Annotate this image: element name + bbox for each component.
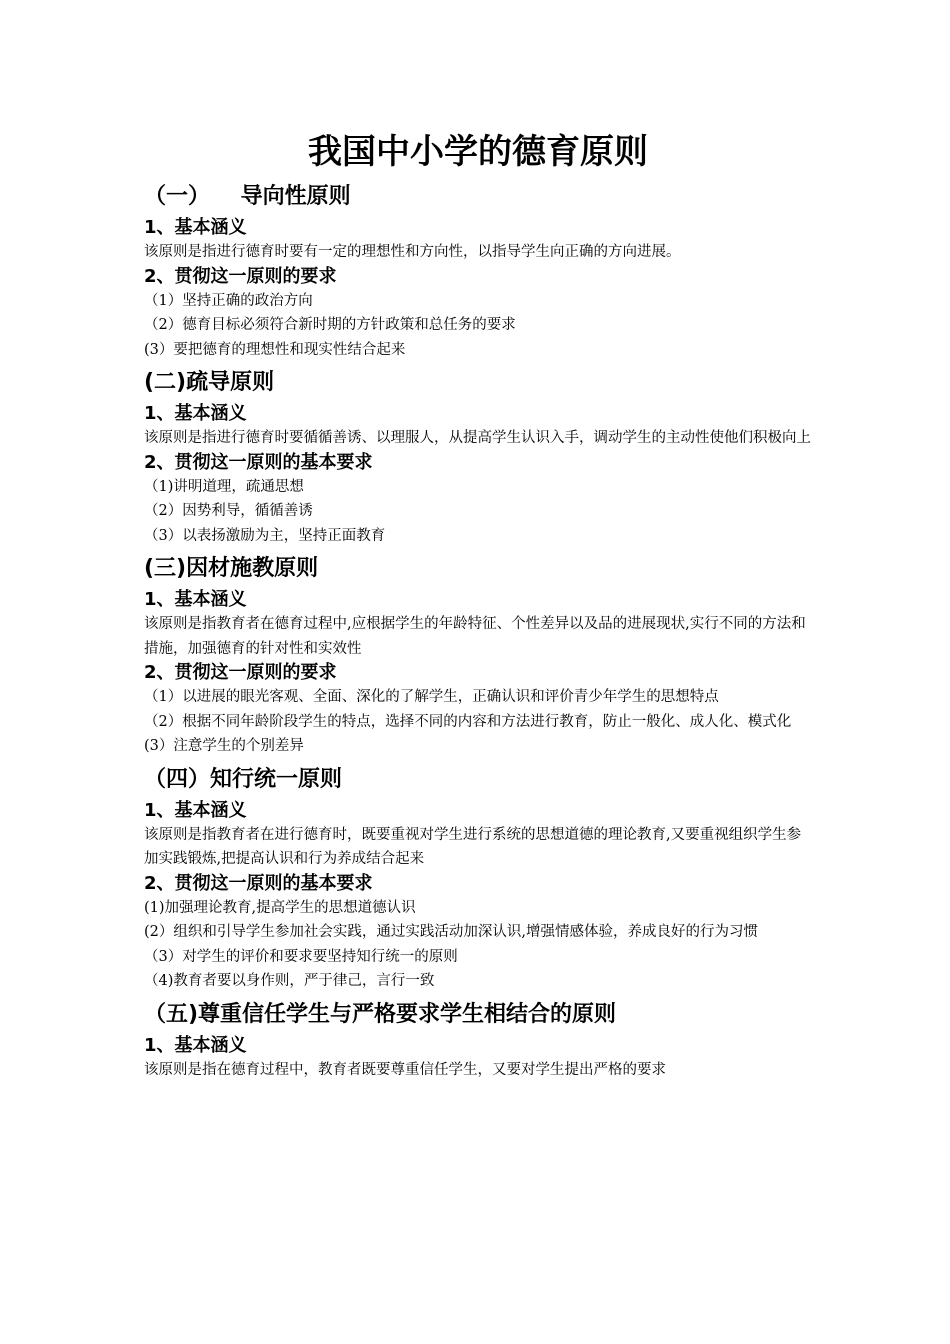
requirements-heading: 2、贯彻这一原则的要求 xyxy=(144,662,337,683)
requirement-item: (3）注意学生的个别差异 xyxy=(144,738,304,754)
meaning-heading: 1、基本涵义 xyxy=(144,217,247,238)
section-individualized-principle xyxy=(144,554,812,759)
meaning-text: 该原则是指进行德育时要有一定的理想性和方向性，以指导学生向正确的方向进展。 xyxy=(144,244,681,260)
requirements-heading: 2、贯彻这一原则的基本要求 xyxy=(144,451,373,473)
section-respect-and-strictness-principle xyxy=(144,1000,812,1083)
document-title: 我国中小学的德育原则 xyxy=(308,132,648,172)
meaning-text: 该原则是指在德育过程中，教育者既要尊重信任学生，又要对学生提出严格的要求 xyxy=(144,1061,666,1078)
requirement-item: （1）以进展的眼光客观、全面、深化的了解学生，正确认识和评价青少年学生的思想特点 xyxy=(144,689,719,705)
section-heading: (二)疏导原则 xyxy=(144,370,275,395)
requirement-item: （3）以表扬激励为主，坚持正面教育 xyxy=(144,527,386,544)
meaning-heading: 1、基本涵义 xyxy=(144,589,247,610)
section-guiding-principle xyxy=(144,368,812,548)
meaning-text: 该原则是指教育者在进行德育时，既要重视对学生进行系统的思想道德的理论教育,又要重视组织学生参加实践锻炼,把提高认识和行为养成结合起来 xyxy=(144,826,802,867)
section-heading: （四）知行统一原则 xyxy=(144,766,343,792)
requirement-item: （2）德育目标必须符合新时期的方针政策和总任务的要求 xyxy=(144,317,516,333)
section-heading: （一） 导向性原则 xyxy=(144,184,351,209)
requirement-item: （3）对学生的评价和要求要坚持知行统一的原则 xyxy=(144,948,458,965)
meaning-heading: 1、基本涵义 xyxy=(144,1034,247,1056)
section-heading: （五)尊重信任学生与严格要求学生相结合的原则 xyxy=(144,1001,617,1027)
section-knowledge-action-principle xyxy=(144,765,812,994)
requirements-heading: 2、贯彻这一原则的基本要求 xyxy=(144,872,373,894)
requirement-item: （2）根据不同年龄阶段学生的特点，选择不同的内容和方法进行教育，防止一般化、成人化、模式化 xyxy=(144,713,792,730)
meaning-heading: 1、基本涵义 xyxy=(144,403,247,424)
requirement-item: （1）坚持正确的政治方向 xyxy=(144,292,313,309)
meaning-heading: 1、基本涵义 xyxy=(144,799,247,821)
requirement-item: （1)讲明道理，疏通思想 xyxy=(144,478,304,495)
requirements-heading: 2、贯彻这一原则的要求 xyxy=(144,265,337,287)
meaning-text: 该原则是指进行德育时要循循善诱、以理服人，从提高学生认识入手，调动学生的主动性使他们积极向上 xyxy=(144,430,811,446)
requirement-item: （4)教育者要以身作则，严于律己，言行一致 xyxy=(144,973,435,989)
section-heading: (三)因材施教原则 xyxy=(144,556,319,581)
requirement-item: （2）因势利导，循循善诱 xyxy=(144,503,313,519)
requirement-item: (1)加强理论教育,提高学生的思想道德认识 xyxy=(144,899,416,916)
section-guidance-principle xyxy=(144,182,812,362)
requirement-item: (3）要把德育的理想性和现实性结合起来 xyxy=(144,341,406,358)
requirement-item: (2）组织和引导学生参加社会实践，通过实践活动加深认识,增强情感体验，养成良好的行为习惯 xyxy=(144,924,758,940)
document-page xyxy=(144,128,812,1082)
meaning-text: 该原则是指教育者在德育过程中,应根据学生的年龄特征、个性差异以及品的进展现状,实行不同的方法和措施，加强德育的针对性和实效性 xyxy=(144,616,806,657)
